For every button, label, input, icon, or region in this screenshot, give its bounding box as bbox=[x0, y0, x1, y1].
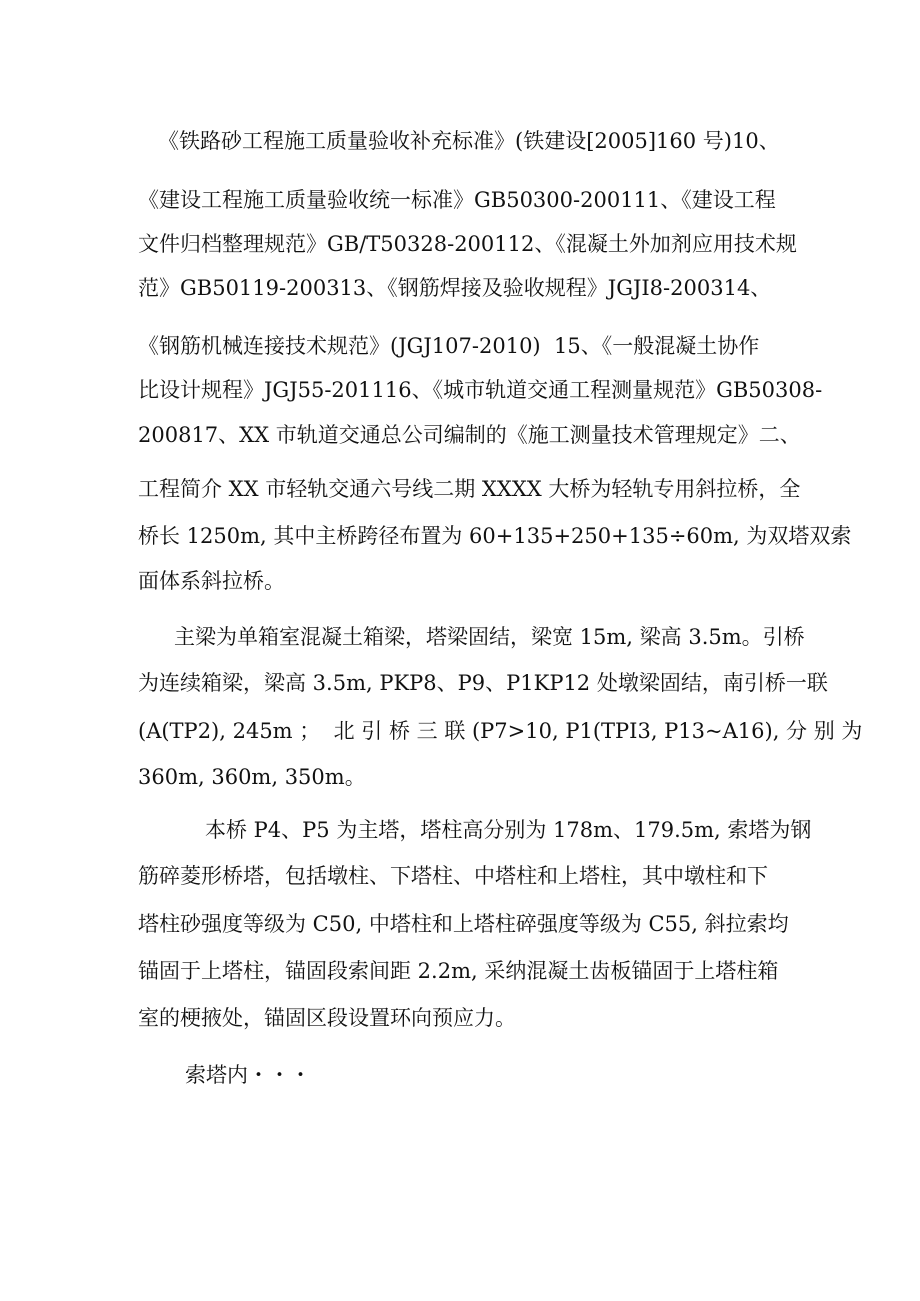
text-line-16: 筋碎菱形桥塔，包括墩柱、下塔柱、中塔柱和上塔柱，其中墩柱和下 bbox=[138, 864, 768, 888]
text-line-11: 主梁为单箱室混凝土箱梁，塔梁固结，梁宽 15m, 梁高 3.5m。引桥 bbox=[174, 625, 805, 649]
text-line-6: 比设计规程》JGJ55-201116、《城市轨道交通工程测量规范》GB50308- bbox=[138, 378, 823, 402]
text-line-7: 200817、XX 市轨道交通总公司编制的《施工测量技术管理规定》二、 bbox=[138, 423, 801, 447]
text-line-17: 塔柱砂强度等级为 C50, 中塔柱和上塔柱碎强度等级为 C55, 斜拉索均 bbox=[138, 912, 789, 936]
text-line-12: 为连续箱梁，梁高 3.5m, PKP8、P9、P1KP12 处墩梁固结，南引桥一联 bbox=[138, 671, 828, 695]
text-line-3: 文件归档整理规范》GB/T50328-200112、《混凝土外加剂应用技术规 bbox=[138, 232, 797, 256]
text-line-14: 360m, 360m, 350m。 bbox=[138, 765, 366, 789]
text-line-20: 索塔内・・・ bbox=[185, 1063, 311, 1087]
text-line-15: 本桥 P4、P5 为主塔，塔柱高分别为 178m、179.5m, 索塔为钢 bbox=[205, 818, 812, 842]
text-line-19: 室的梗掖处，锚固区段设置环向预应力。 bbox=[138, 1006, 516, 1030]
text-line-2: 《建设工程施工质量验收统一标准》GB50300-200111、《建设工程 bbox=[138, 188, 776, 212]
text-line-8: 工程简介 XX 市轻轨交通六号线二期 XXXX 大桥为轻轨专用斜拉桥，全 bbox=[138, 477, 801, 501]
text-line-10: 面体系斜拉桥。 bbox=[138, 569, 285, 593]
text-line-18: 锚固于上塔柱，锚固段索间距 2.2m, 采纳混凝土齿板锚固于上塔柱箱 bbox=[138, 959, 779, 983]
text-line-4: 范》GB50119-200313、《钢筋焊接及验收规程》JGJI8-200314、 bbox=[138, 276, 772, 300]
text-line-1: 《铁路砂工程施工质量验收补充标准》(铁建设[2005]160 号)10、 bbox=[158, 129, 780, 153]
text-line-9: 桥长 1250m, 其中主桥跨径布置为 60+135+250+135÷60m, 为双塔双索 bbox=[138, 524, 852, 548]
text-line-5: 《钢筋机械连接技术规范》(JGJ107-2010) 15、《一般混凝土协作 bbox=[138, 334, 760, 358]
text-line-13: (A(TP2), 245m ； 北 引 桥 三 联 (P7>10, P1(TPI3, P13~A16), 分 别 为 bbox=[138, 719, 863, 743]
